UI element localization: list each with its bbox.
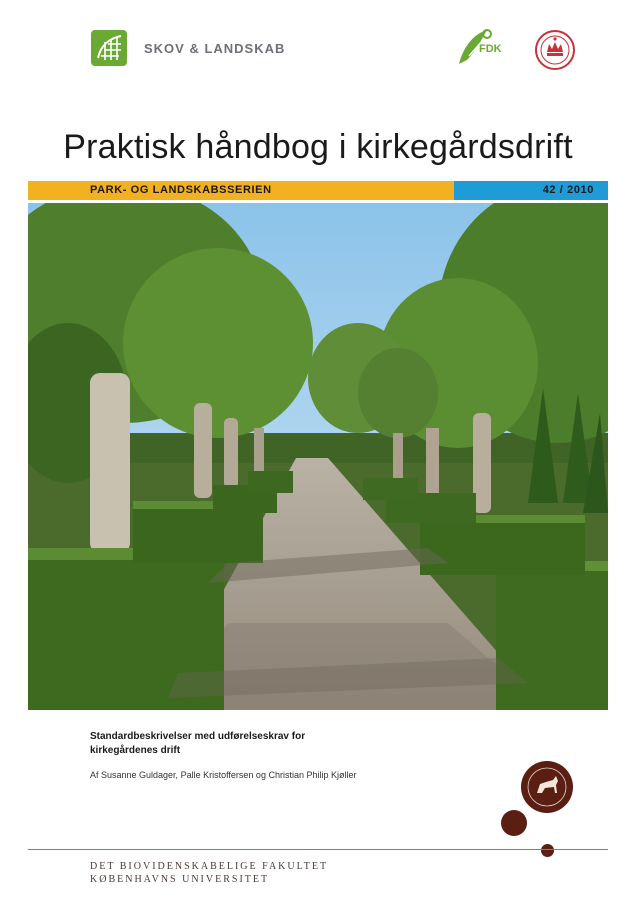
skov-landskab-logo-text: SKOV & LANDSKAB xyxy=(144,41,286,56)
subtitle-line-1: Standardbeskrivelser med udførelseskrav for xyxy=(90,731,306,742)
skov-landskab-logo-icon xyxy=(91,30,127,66)
series-label: PARK- OG LANDSKABSSERIEN xyxy=(90,184,272,196)
royal-seal-icon xyxy=(533,26,577,72)
subtitle xyxy=(90,730,350,758)
page-title: Praktisk håndbog i kirkegårdsdrift xyxy=(63,128,573,166)
footer-divider xyxy=(28,849,608,850)
series-number: 42 / 2010 xyxy=(542,184,594,196)
fdk-logo-text: FDK xyxy=(479,43,502,55)
fdk-logo-icon xyxy=(455,26,511,66)
cover-photo-cemetery-avenue xyxy=(28,203,608,710)
authors: Af Susanne Guldager, Palle Kristoffersen og Christian Philip Kjøller xyxy=(90,770,357,780)
faculty-line-2: KØBENHAVNS UNIVERSITET xyxy=(90,874,270,885)
subtitle-line-2: kirkegårdenes drift xyxy=(90,745,181,756)
university-seal-icon xyxy=(520,760,574,814)
decorative-dot-large xyxy=(501,810,527,836)
faculty-line-1: DET BIOVIDENSKABELIGE FAKULTET xyxy=(90,861,329,872)
decorative-dot-small xyxy=(541,844,554,857)
faculty-name xyxy=(90,860,328,886)
